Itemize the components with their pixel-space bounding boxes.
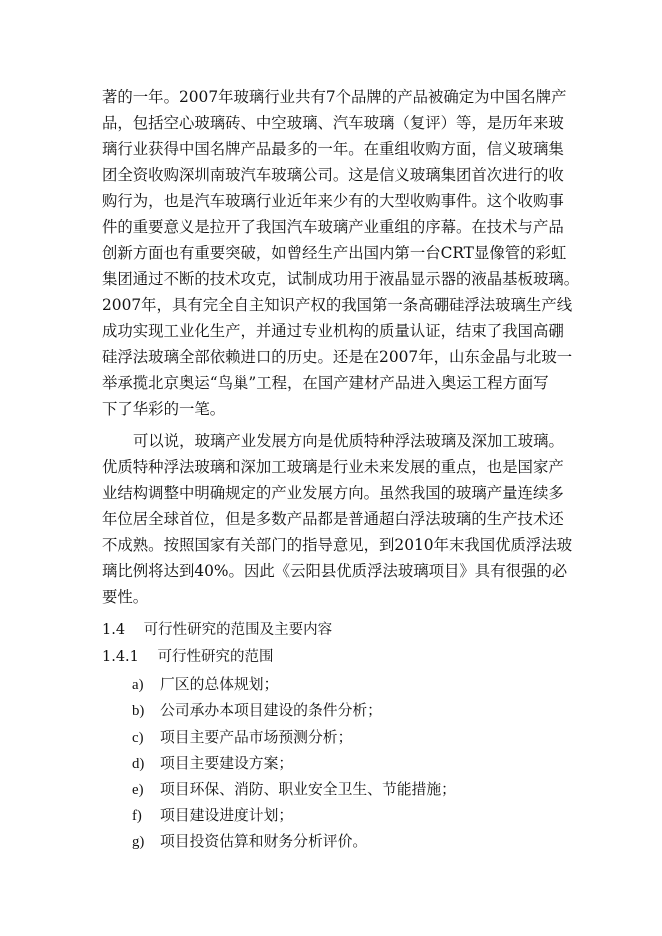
paragraph-line: 优质特种浮法玻璃和深加工玻璃是行业未来发展的重点，也是国家产 — [102, 458, 564, 476]
paragraph-line: 璃比例将达到40%。因此《云阳县优质浮法玻璃项目》具有很强的必 — [102, 562, 568, 580]
paragraph-line: 品，包括空心玻璃砖、中空玻璃、汽车玻璃（复评）等，是历年来玻 — [102, 114, 564, 132]
list-item-text: 公司承办本项目建设的条件分析； — [160, 702, 382, 719]
subsection-heading — [102, 647, 274, 667]
list-marker: d) — [132, 756, 145, 772]
paragraph-line: 下了华彩的一笔。 — [102, 400, 226, 418]
list-marker: e) — [132, 782, 144, 798]
paragraph-line: 团全资收购深圳南玻汽车玻璃公司。这是信义玻璃集团首次进行的收 — [102, 166, 564, 184]
section-number: 1.4 — [102, 622, 126, 638]
paragraph-line: 璃行业获得中国名牌产品最多的一年。在重组收购方面，信义玻璃集 — [102, 140, 564, 158]
list-item-text: 厂区的总体规划； — [160, 676, 279, 693]
list-item-text: 项目主要建设方案； — [160, 755, 294, 772]
paragraph-line: 要性。 — [102, 588, 149, 606]
paragraph-line: 硅浮法玻璃全部依赖进口的历史。还是在2007年，山东金晶与北玻一 — [102, 348, 573, 366]
list-marker: c) — [132, 730, 144, 746]
list-item-text: 项目建设进度计划； — [160, 807, 294, 824]
paragraph-line: 年位居全球首位，但是多数产品都是普通超白浮法玻璃的生产技术还 — [102, 510, 564, 528]
paragraph-line: 成功实现工业化生产，并通过专业机构的质量认证，结束了我国高硼 — [102, 322, 564, 340]
section-title: 可行性研究的范围及主要内容 — [143, 622, 333, 638]
subsection-title: 可行性研究的范围 — [157, 649, 274, 665]
paragraph-line: 著的一年。2007年玻璃行业共有7个品牌的产品被确定为中国名牌产 — [102, 88, 567, 106]
list-marker: a) — [132, 677, 144, 693]
paragraph-line: 件的重要意义是拉开了我国汽车玻璃产业重组的序幕。在技术与产品 — [102, 218, 564, 236]
section-heading — [102, 620, 332, 640]
paragraph-line: 可以说，玻璃产业发展方向是优质特种浮法玻璃及深加工玻璃。 — [133, 432, 564, 450]
list-marker: g) — [132, 834, 145, 850]
subsection-number: 1.4.1 — [102, 649, 139, 665]
list-item-text: 项目主要产品市场预测分析； — [160, 729, 353, 746]
paragraph-line: 购行为，也是汽车玻璃行业近年来少有的大型收购事件。这个收购事 — [102, 192, 564, 210]
list-marker: b) — [132, 703, 145, 719]
paragraph-line: 集团通过不断的技术攻克，试制成功用于液晶显示器的液晶基板玻璃。 — [102, 270, 580, 288]
list-item-text: 项目环保、消防、职业安全卫生、节能措施； — [160, 781, 456, 798]
paragraph-line: 举承揽北京奥运“鸟巢”工程，在国产建材产品进入奥运工程方面写 — [102, 374, 549, 392]
paragraph-line: 不成熟。按照国家有关部门的指导意见，到2010年末我国优质浮法玻 — [102, 536, 573, 554]
paragraph-line: 2007年，具有完全自主知识产权的我国第一条高硼硅浮法玻璃生产线 — [102, 296, 573, 314]
paragraph-line: 业结构调整中明确规定的产业发展方向。虽然我国的玻璃产量连续多 — [102, 484, 564, 502]
list-item-text: 项目投资估算和财务分析评价。 — [160, 833, 368, 850]
list-marker: f) — [132, 808, 142, 824]
paragraph-line: 创新方面也有重要突破，如曾经生产出国内第一台CRT显像管的彩虹 — [102, 244, 567, 262]
